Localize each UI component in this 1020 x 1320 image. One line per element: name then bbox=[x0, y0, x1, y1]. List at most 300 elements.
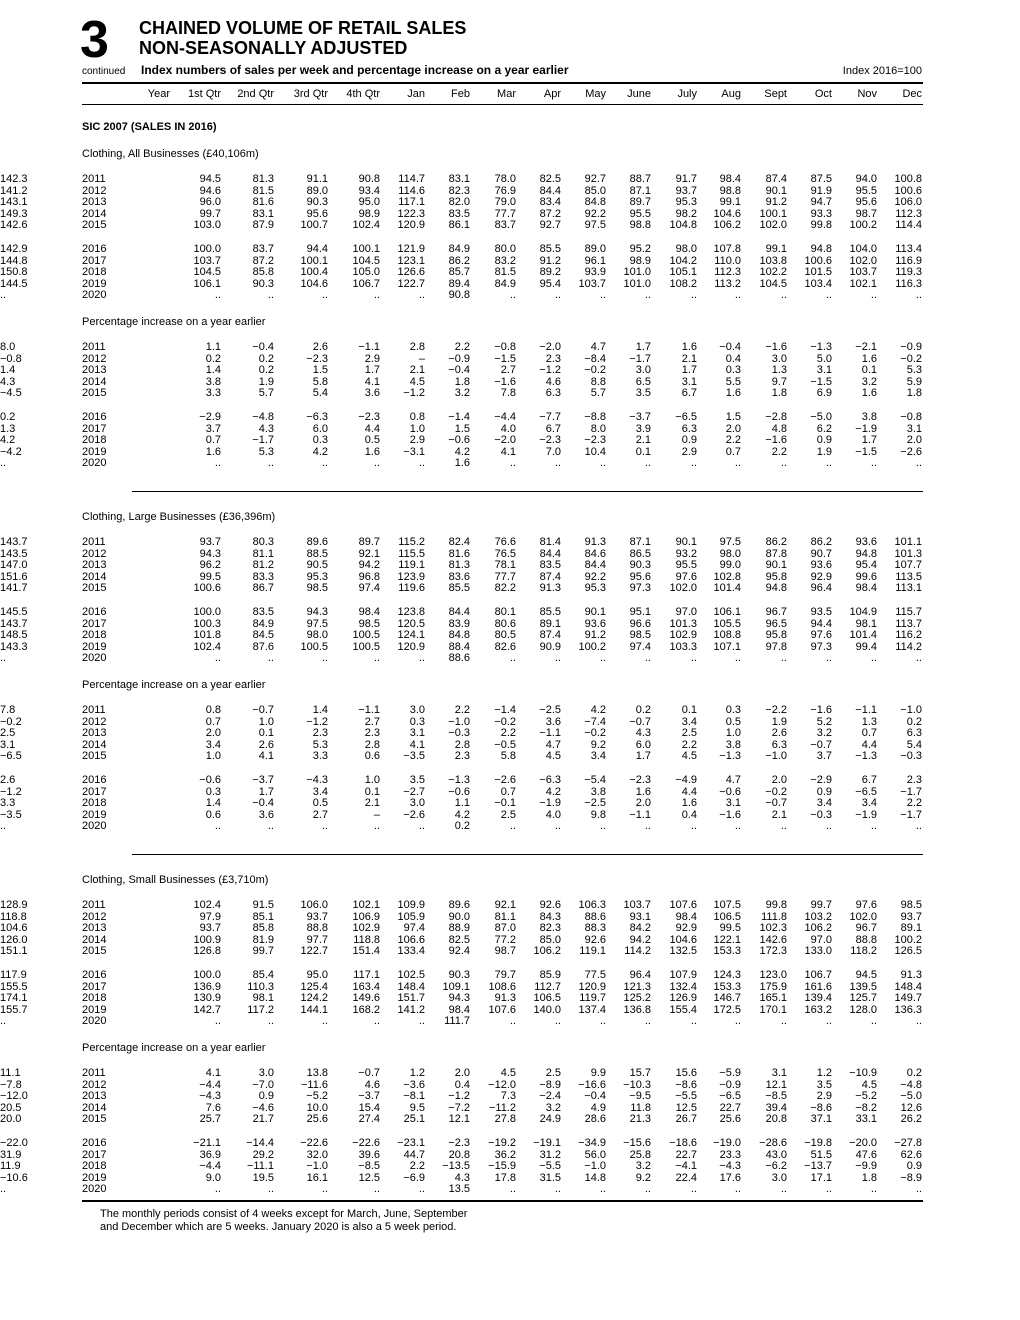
value-cell: 155.7 bbox=[0, 1003, 28, 1016]
value-cell: 106.6 bbox=[397, 933, 425, 946]
value-cell: −1.9 bbox=[855, 808, 877, 821]
value-cell: 3.0 bbox=[409, 797, 425, 810]
value-cell: 84.4 bbox=[448, 606, 470, 618]
value-cell: 118.8 bbox=[0, 910, 27, 923]
value-cell: 0.9 bbox=[816, 434, 832, 447]
value-cell: 4.8 bbox=[771, 422, 787, 435]
year-cell: 2013 bbox=[82, 364, 107, 377]
value-cell: 1.6 bbox=[364, 445, 380, 458]
value-cell: −5.5 bbox=[675, 1090, 697, 1103]
value-cell: .. bbox=[644, 652, 651, 665]
value-cell: 3.1 bbox=[906, 422, 922, 435]
value-cell: 106.1 bbox=[713, 606, 741, 618]
value-cell: 6.3 bbox=[771, 738, 787, 751]
value-cell: −8.4 bbox=[584, 352, 606, 365]
value-cell: −19.1 bbox=[533, 1137, 561, 1149]
value-cell: 4.1 bbox=[205, 1067, 221, 1079]
year-cell: 2019 bbox=[82, 445, 107, 458]
value-cell: 99.1 bbox=[765, 243, 787, 255]
value-cell: 117.2 bbox=[247, 1003, 274, 1016]
value-cell: 172.3 bbox=[759, 945, 787, 958]
value-cell: 20.5 bbox=[0, 1101, 22, 1114]
value-cell: 90.1 bbox=[675, 536, 697, 548]
value-cell: 83.3 bbox=[252, 570, 274, 583]
value-cell: 0.1 bbox=[635, 445, 651, 458]
value-cell: 82.3 bbox=[448, 184, 470, 197]
value-cell: .. bbox=[915, 820, 922, 833]
value-cell: 2.2 bbox=[454, 341, 470, 353]
value-cell: 21.3 bbox=[629, 1113, 651, 1126]
value-cell: 6.3 bbox=[681, 422, 697, 435]
value-cell: 100.6 bbox=[804, 254, 832, 267]
value-cell: −21.1 bbox=[193, 1137, 221, 1149]
value-cell: .. bbox=[321, 1183, 328, 1196]
value-cell: .. bbox=[644, 820, 651, 833]
value-cell: 10.0 bbox=[306, 1101, 328, 1114]
value-cell: 118.8 bbox=[353, 933, 380, 946]
year-cell: 2015 bbox=[82, 219, 107, 232]
value-cell: 153.3 bbox=[713, 945, 741, 958]
value-cell: 0.4 bbox=[454, 1078, 470, 1091]
value-cell: 3.6 bbox=[364, 387, 380, 400]
value-cell: 85.7 bbox=[448, 266, 470, 279]
value-cell: −0.6 bbox=[448, 434, 470, 447]
value-cell: .. bbox=[690, 1015, 697, 1028]
value-cell: 83.1 bbox=[252, 207, 274, 220]
value-cell: .. bbox=[870, 652, 877, 665]
value-cell: −0.7 bbox=[252, 704, 274, 716]
value-cell: 85.0 bbox=[584, 184, 606, 197]
value-cell: 153.3 bbox=[713, 980, 741, 993]
value-cell: 2.6 bbox=[312, 341, 328, 353]
value-cell: 92.7 bbox=[584, 173, 606, 185]
value-cell: .. bbox=[825, 1015, 832, 1028]
table-row bbox=[0, 209, 1020, 220]
value-cell: −0.8 bbox=[494, 341, 516, 353]
value-cell: 115.5 bbox=[398, 547, 425, 560]
value-cell: .. bbox=[870, 820, 877, 833]
value-cell: 143.1 bbox=[0, 196, 28, 209]
value-cell: .. bbox=[418, 1015, 425, 1028]
value-cell: 106.0 bbox=[300, 899, 328, 911]
value-cell: 31.2 bbox=[539, 1148, 561, 1161]
value-cell: 132.5 bbox=[669, 945, 697, 958]
value-cell: 109.1 bbox=[442, 980, 470, 993]
value-cell: 122.1 bbox=[713, 933, 741, 946]
value-cell: 26.2 bbox=[900, 1113, 922, 1126]
column-header: Year bbox=[147, 88, 170, 100]
value-cell: 0.3 bbox=[725, 364, 741, 377]
value-cell: 1.6 bbox=[861, 387, 877, 400]
value-cell: 151.6 bbox=[0, 570, 28, 583]
table-row bbox=[0, 174, 1020, 185]
year-cell: 2012 bbox=[82, 715, 107, 728]
value-cell: 102.0 bbox=[759, 219, 787, 232]
value-cell: 82.5 bbox=[539, 173, 561, 185]
value-cell: 100.5 bbox=[352, 640, 380, 653]
table-row bbox=[0, 1173, 1020, 1184]
value-cell: 92.6 bbox=[584, 933, 606, 946]
value-cell: 0.2 bbox=[258, 352, 274, 365]
table-row bbox=[0, 1080, 1020, 1091]
value-cell: 2.8 bbox=[454, 738, 470, 751]
value-cell: 97.3 bbox=[810, 640, 832, 653]
value-cell: 126.0 bbox=[0, 933, 28, 946]
value-cell: −4.3 bbox=[719, 1160, 741, 1173]
value-cell: 0.1 bbox=[364, 785, 380, 798]
value-cell: −9.5 bbox=[629, 1090, 651, 1103]
value-cell: −2.3 bbox=[629, 774, 651, 786]
value-cell: 84.9 bbox=[494, 277, 516, 290]
value-cell: 97.4 bbox=[358, 582, 380, 595]
value-cell: −34.9 bbox=[578, 1137, 606, 1149]
value-cell: 84.4 bbox=[584, 559, 606, 572]
value-cell: 0.6 bbox=[205, 808, 221, 821]
value-cell: 2.3 bbox=[906, 774, 922, 786]
value-cell: 4.5 bbox=[861, 1078, 877, 1091]
value-cell: 96.5 bbox=[765, 617, 787, 630]
table-row bbox=[0, 458, 1020, 469]
value-cell: 90.8 bbox=[358, 173, 380, 185]
value-cell: 2.1 bbox=[771, 808, 787, 821]
value-cell: 91.7 bbox=[675, 173, 697, 185]
year-cell: 2020 bbox=[82, 457, 107, 470]
value-cell: 1.9 bbox=[258, 375, 274, 388]
value-cell: 98.4 bbox=[719, 173, 741, 185]
value-cell: 12.5 bbox=[675, 1101, 697, 1114]
value-cell: 62.6 bbox=[900, 1148, 922, 1161]
value-cell: 89.0 bbox=[306, 184, 328, 197]
value-cell: 97.3 bbox=[629, 582, 651, 595]
value-cell: 0.9 bbox=[681, 434, 697, 447]
value-cell: −8.2 bbox=[855, 1101, 877, 1114]
value-cell: 110.3 bbox=[247, 980, 274, 993]
value-cell: 83.5 bbox=[252, 606, 274, 618]
value-cell: 4.1 bbox=[409, 738, 425, 751]
table-row bbox=[0, 728, 1020, 739]
value-cell: 0.3 bbox=[205, 785, 221, 798]
table-row bbox=[0, 717, 1020, 728]
value-cell: 97.4 bbox=[403, 922, 425, 935]
value-cell: 1.3 bbox=[861, 715, 877, 728]
value-cell: 148.4 bbox=[894, 980, 922, 993]
value-cell: 96.4 bbox=[810, 582, 832, 595]
value-cell: 3.7 bbox=[205, 422, 221, 435]
value-cell: −15.9 bbox=[488, 1160, 516, 1173]
value-cell: 88.8 bbox=[306, 922, 328, 935]
value-cell: 2.3 bbox=[312, 727, 328, 740]
value-cell: 100.8 bbox=[894, 173, 922, 185]
value-cell: 90.3 bbox=[306, 196, 328, 209]
value-cell: −14.4 bbox=[246, 1137, 274, 1149]
value-cell: −1.6 bbox=[494, 375, 516, 388]
value-cell: 128.9 bbox=[0, 899, 28, 911]
value-cell: −2.3 bbox=[358, 411, 380, 423]
value-cell: 4.7 bbox=[545, 738, 561, 751]
value-cell: −7.8 bbox=[0, 1078, 22, 1091]
value-cell: 100.5 bbox=[352, 629, 380, 642]
value-cell: .. bbox=[0, 1183, 7, 1196]
value-cell: 82.6 bbox=[494, 640, 516, 653]
value-cell: 4.5 bbox=[500, 1067, 516, 1079]
value-cell: .. bbox=[915, 652, 922, 665]
value-cell: 0.2 bbox=[454, 820, 470, 833]
value-cell: .. bbox=[599, 289, 606, 302]
table-row bbox=[0, 970, 1020, 981]
value-cell: 20.0 bbox=[0, 1113, 22, 1126]
value-cell: −6.5 bbox=[855, 785, 877, 798]
value-cell: 0.1 bbox=[681, 704, 697, 716]
value-cell: 98.1 bbox=[855, 617, 877, 630]
value-cell: 8.8 bbox=[590, 375, 606, 388]
value-cell: 47.6 bbox=[855, 1148, 877, 1161]
value-cell: 5.4 bbox=[906, 738, 922, 751]
value-cell: 84.2 bbox=[629, 922, 651, 935]
value-cell: 94.4 bbox=[306, 243, 328, 255]
value-cell: 86.5 bbox=[629, 547, 651, 560]
value-cell: – bbox=[373, 808, 380, 821]
value-cell: 89.2 bbox=[539, 266, 561, 279]
value-cell: 0.7 bbox=[500, 785, 516, 798]
value-cell: 97.5 bbox=[306, 617, 328, 630]
value-cell: 1.4 bbox=[0, 364, 16, 377]
value-cell: .. bbox=[214, 1015, 221, 1028]
value-cell: 105.9 bbox=[397, 910, 425, 923]
value-cell: 104.6 bbox=[300, 277, 328, 290]
value-cell: .. bbox=[690, 1183, 697, 1196]
value-cell: 119.7 bbox=[579, 992, 606, 1005]
value-cell: 7.3 bbox=[500, 1090, 516, 1103]
value-cell: 89.4 bbox=[448, 277, 470, 290]
value-cell: 1.6 bbox=[725, 387, 741, 400]
value-cell: 98.0 bbox=[306, 629, 328, 642]
year-cell: 2020 bbox=[82, 1015, 107, 1028]
year-cell: 2019 bbox=[82, 640, 107, 653]
value-cell: .. bbox=[509, 1183, 516, 1196]
value-cell: 9.2 bbox=[635, 1171, 651, 1184]
value-cell: 0.4 bbox=[681, 808, 697, 821]
value-cell: 108.2 bbox=[669, 277, 697, 290]
value-cell: 99.8 bbox=[765, 899, 787, 911]
value-cell: 2.0 bbox=[635, 797, 651, 810]
value-cell: 3.9 bbox=[635, 422, 651, 435]
value-cell: 25.7 bbox=[199, 1113, 221, 1126]
table-row bbox=[0, 821, 1020, 832]
value-cell: 92.9 bbox=[810, 570, 832, 583]
value-cell: −8.9 bbox=[539, 1078, 561, 1091]
table-row bbox=[0, 900, 1020, 911]
value-cell: −2.7 bbox=[403, 785, 425, 798]
value-cell: 95.0 bbox=[306, 969, 328, 981]
value-cell: 102.4 bbox=[193, 899, 221, 911]
value-cell: .. bbox=[734, 289, 741, 302]
value-cell: −6.5 bbox=[675, 411, 697, 423]
value-cell: 95.5 bbox=[675, 559, 697, 572]
value-cell: 3.8 bbox=[861, 411, 877, 423]
value-cell: −2.5 bbox=[539, 704, 561, 716]
value-cell: 104.9 bbox=[849, 606, 877, 618]
value-cell: 4.2 bbox=[312, 445, 328, 458]
table-row bbox=[0, 946, 1020, 957]
value-cell: −0.4 bbox=[584, 1090, 606, 1103]
value-cell: 82.2 bbox=[494, 582, 516, 595]
year-cell: 2011 bbox=[82, 899, 106, 911]
value-cell: 81.3 bbox=[448, 559, 470, 572]
value-cell: 151.1 bbox=[0, 945, 28, 958]
value-cell: .. bbox=[825, 820, 832, 833]
value-cell: −1.1 bbox=[358, 704, 380, 716]
value-cell: .. bbox=[690, 652, 697, 665]
value-cell: −8.9 bbox=[900, 1171, 922, 1184]
value-cell: 3.1 bbox=[0, 738, 16, 751]
value-cell: 115.7 bbox=[895, 606, 922, 618]
value-cell: 104.6 bbox=[669, 933, 697, 946]
value-cell: 101.3 bbox=[894, 547, 922, 560]
value-cell: 99.7 bbox=[810, 899, 832, 911]
value-cell: 80.3 bbox=[252, 536, 274, 548]
value-cell: .. bbox=[644, 457, 651, 470]
value-cell: −4.4 bbox=[494, 411, 516, 423]
value-cell: 1.9 bbox=[816, 445, 832, 458]
value-cell: 110.0 bbox=[714, 254, 741, 267]
value-cell: −1.0 bbox=[765, 750, 787, 763]
value-cell: .. bbox=[915, 457, 922, 470]
value-cell: 0.8 bbox=[205, 704, 221, 716]
value-cell: .. bbox=[554, 820, 561, 833]
value-cell: −4.3 bbox=[306, 774, 328, 786]
value-cell: −8.6 bbox=[675, 1078, 697, 1091]
value-cell: −2.9 bbox=[199, 411, 221, 423]
value-cell: 104.0 bbox=[849, 243, 877, 255]
value-cell: −0.4 bbox=[719, 341, 741, 353]
value-cell: 4.6 bbox=[545, 375, 561, 388]
year-cell: 2011 bbox=[82, 1067, 106, 1079]
value-cell: −1.0 bbox=[584, 1160, 606, 1173]
value-cell: 97.8 bbox=[765, 640, 787, 653]
value-cell: −6.2 bbox=[765, 1160, 787, 1173]
column-header: Apr bbox=[543, 88, 561, 100]
value-cell: 84.4 bbox=[539, 184, 561, 197]
column-header: 1st Qtr bbox=[187, 88, 221, 100]
value-cell: −5.4 bbox=[584, 774, 606, 786]
value-cell: 89.1 bbox=[539, 617, 561, 630]
value-cell: −5.9 bbox=[719, 1067, 741, 1079]
value-cell: −1.1 bbox=[358, 341, 380, 353]
value-cell: 6.3 bbox=[906, 727, 922, 740]
value-cell: 4.5 bbox=[545, 750, 561, 763]
value-cell: 2.1 bbox=[364, 797, 380, 810]
value-cell: 89.6 bbox=[448, 899, 470, 911]
value-cell: 3.2 bbox=[545, 1101, 561, 1114]
value-cell: −4.4 bbox=[199, 1160, 221, 1173]
value-cell: 7.6 bbox=[205, 1101, 221, 1114]
value-cell: 124.2 bbox=[300, 992, 328, 1005]
value-cell: −1.5 bbox=[855, 445, 877, 458]
value-cell: 4.4 bbox=[364, 422, 380, 435]
value-cell: 21.7 bbox=[252, 1113, 274, 1126]
value-cell: 86.2 bbox=[765, 536, 787, 548]
value-cell: 80.5 bbox=[494, 629, 516, 642]
value-cell: 99.7 bbox=[252, 945, 274, 958]
value-cell: 3.7 bbox=[816, 750, 832, 763]
value-cell: 147.0 bbox=[0, 559, 28, 572]
value-cell: 2.7 bbox=[364, 715, 380, 728]
value-cell: 142.6 bbox=[0, 219, 28, 232]
value-cell: −12.0 bbox=[488, 1078, 516, 1091]
value-cell: 1.1 bbox=[205, 341, 221, 353]
value-cell: 4.7 bbox=[590, 341, 606, 353]
value-cell: 94.3 bbox=[306, 606, 328, 618]
value-cell: .. bbox=[509, 820, 516, 833]
value-cell: 1.7 bbox=[258, 785, 274, 798]
value-cell: 15.4 bbox=[358, 1101, 380, 1114]
value-cell: 105.0 bbox=[352, 266, 380, 279]
value-cell: 2.1 bbox=[635, 434, 651, 447]
value-cell: −16.6 bbox=[578, 1078, 606, 1091]
value-cell: 175.9 bbox=[759, 980, 787, 993]
year-cell: 2017 bbox=[82, 422, 107, 435]
table-row bbox=[0, 354, 1020, 365]
value-cell: 120.9 bbox=[397, 219, 425, 232]
value-cell: 4.1 bbox=[364, 375, 380, 388]
value-cell: 1.7 bbox=[861, 434, 877, 447]
pct-section-title: Percentage increase on a year earlier bbox=[82, 1042, 266, 1054]
value-cell: .. bbox=[554, 1015, 561, 1028]
value-cell: 9.5 bbox=[409, 1101, 425, 1114]
column-header: Dec bbox=[902, 88, 922, 100]
value-cell: −2.6 bbox=[900, 445, 922, 458]
value-cell: .. bbox=[0, 820, 7, 833]
value-cell: 96.2 bbox=[199, 559, 221, 572]
value-cell: 88.8 bbox=[855, 933, 877, 946]
column-header: Mar bbox=[497, 88, 516, 100]
value-cell: 150.8 bbox=[0, 266, 28, 279]
value-cell: 2.9 bbox=[816, 1090, 832, 1103]
value-cell: −4.8 bbox=[252, 411, 274, 423]
value-cell: 101.4 bbox=[849, 629, 877, 642]
value-cell: 6.2 bbox=[816, 422, 832, 435]
value-cell: 93.3 bbox=[810, 207, 832, 220]
value-cell: .. bbox=[915, 289, 922, 302]
value-cell: 23.3 bbox=[719, 1148, 741, 1161]
value-cell: 96.1 bbox=[584, 254, 606, 267]
value-cell: 88.7 bbox=[629, 173, 651, 185]
value-cell: 5.0 bbox=[816, 352, 832, 365]
table-row bbox=[0, 1114, 1020, 1125]
value-cell: 95.2 bbox=[629, 243, 651, 255]
value-cell: 6.0 bbox=[312, 422, 328, 435]
value-cell: −0.3 bbox=[810, 808, 832, 821]
year-cell: 2015 bbox=[82, 387, 107, 400]
section-divider bbox=[132, 854, 923, 855]
value-cell: 1.8 bbox=[454, 375, 470, 388]
value-cell: .. bbox=[599, 457, 606, 470]
value-cell: 1.7 bbox=[364, 364, 380, 377]
value-cell: 100.4 bbox=[300, 266, 328, 279]
value-cell: 8.0 bbox=[590, 422, 606, 435]
value-cell: 132.4 bbox=[669, 980, 697, 993]
value-cell: 112.7 bbox=[534, 980, 561, 993]
value-cell: 85.5 bbox=[448, 582, 470, 595]
value-cell: .. bbox=[780, 820, 787, 833]
value-cell: 84.9 bbox=[252, 617, 274, 630]
value-cell: 31.5 bbox=[539, 1171, 561, 1184]
value-cell: 3.3 bbox=[312, 750, 328, 763]
value-cell: −0.2 bbox=[900, 352, 922, 365]
value-cell: −1.0 bbox=[448, 715, 470, 728]
value-cell: 2.0 bbox=[771, 774, 787, 786]
value-cell: 25.1 bbox=[403, 1113, 425, 1126]
